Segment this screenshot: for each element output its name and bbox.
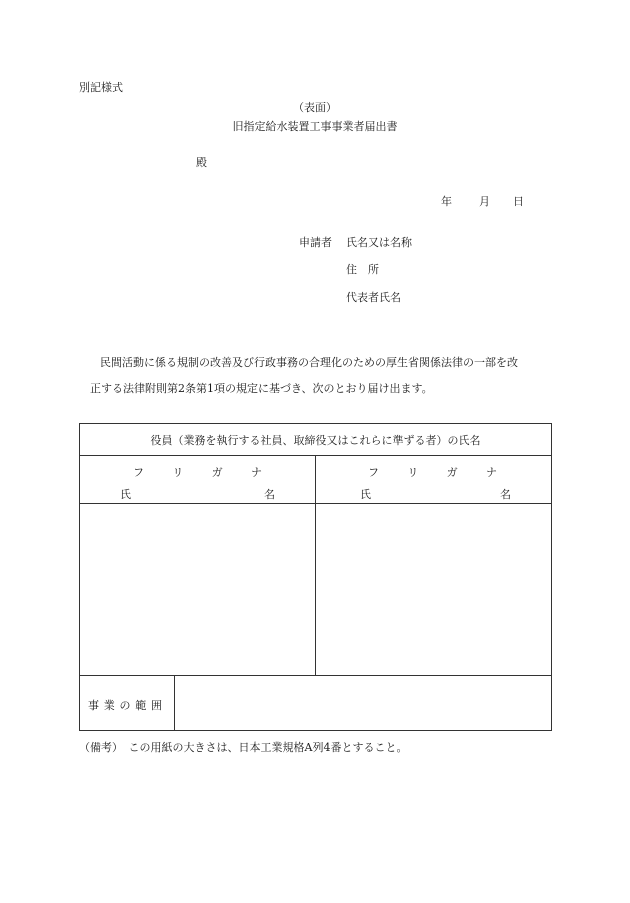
date-month: 月: [479, 195, 490, 208]
business-scope-label: 事 業 の 範 囲: [80, 676, 175, 731]
applicant-address-label: 住 所: [346, 263, 379, 276]
applicant-representative-label: 代表者氏名: [346, 291, 401, 304]
applicant-name-label: 氏名又は名称: [346, 236, 412, 249]
body-text-line1: 民間活動に係る規制の改善及び行政事務の合理化のための厚生省関係法律の一部を改: [100, 356, 518, 369]
side-label: （表面）: [293, 101, 337, 114]
form-label: 別記様式: [79, 81, 123, 94]
business-scope-field[interactable]: [175, 676, 552, 731]
officer-names-right-field[interactable]: [316, 504, 552, 676]
date-day: 日: [513, 195, 524, 208]
table-header: 役員（業務を執行する社員、取締役又はこれらに準ずる者）の氏名: [80, 424, 552, 456]
body-text-line2: 正する法律附則第2条第1項の規定に基づき、次のとおり届け出ます。: [90, 382, 433, 395]
furigana-name-left: [80, 456, 316, 504]
officer-names-left-field[interactable]: [80, 504, 316, 676]
furigana-label-right: フ リ ガ ナ: [368, 466, 497, 479]
furigana-name-right: [316, 456, 552, 504]
name-label-right: 氏 名: [360, 488, 512, 501]
furigana-label-left: フ リ ガ ナ: [133, 466, 262, 479]
note-text: （備考） この用紙の大きさは、日本工業規格A列4番とすること。: [79, 741, 408, 754]
officer-table: [79, 423, 552, 731]
name-label-left: 氏 名: [120, 488, 275, 501]
document-title: 旧指定給水装置工事事業者届出書: [232, 120, 398, 133]
date-year: 年: [441, 195, 452, 208]
addressee-suffix: 殿: [196, 156, 207, 169]
applicant-label: 申請者: [299, 236, 332, 249]
